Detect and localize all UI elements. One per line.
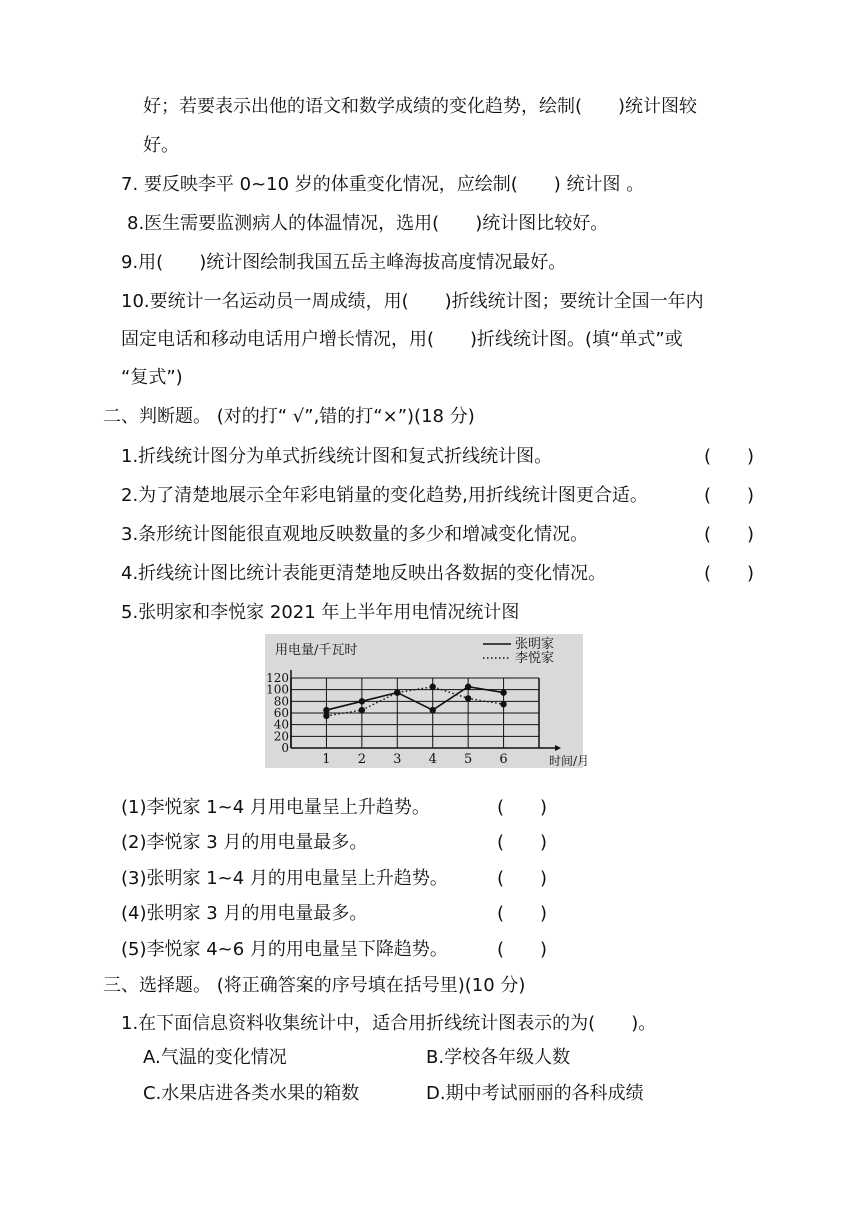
series-0-point-4 <box>465 684 471 690</box>
y-tick-label-3: 60 <box>273 706 289 720</box>
x-axis-arrow <box>555 745 561 751</box>
x-tick-label-3: 4 <box>428 752 437 767</box>
question-10-end: “复式”) <box>121 367 183 388</box>
answer-blank-sub3[interactable]: ( ) <box>497 868 548 889</box>
question-8: 8.医生需要监测病人的体温情况，选用( )统计图比较好。 <box>127 213 609 234</box>
y-tick-label-5: 100 <box>266 682 289 697</box>
judge-q5-sub5: (5)李悦家 4~6 月的用电量呈下降趋势。 <box>121 939 448 960</box>
legend-label-1: 李悦家 <box>515 651 555 666</box>
x-tick-label-0: 1 <box>322 752 331 767</box>
answer-blank-sub4[interactable]: ( ) <box>497 903 548 924</box>
x-tick-label-4: 5 <box>464 752 473 767</box>
option-a[interactable]: A.气温的变化情况 <box>143 1047 287 1068</box>
question-10: 10.要统计一名运动员一周成绩，用( )折线统计图；要统计全国一年内 <box>121 291 704 312</box>
section-3-heading: 三、选择题。 (将正确答案的序号填在括号里)(10 分) <box>103 975 526 996</box>
judge-q5-sub3: (3)张明家 1~4 月的用电量呈上升趋势。 <box>121 868 448 889</box>
choice-q1: 1.在下面信息资料收集统计中，适合用折线统计图表示的为( )。 <box>121 1013 657 1034</box>
series-1-point-3 <box>430 684 436 690</box>
y-tick-label-4: 80 <box>273 694 289 709</box>
series-1-point-0 <box>323 713 329 719</box>
series-0-point-0 <box>323 707 329 713</box>
series-1-point-2 <box>394 689 400 695</box>
x-tick-label-1: 2 <box>357 752 366 767</box>
series-0-point-5 <box>500 689 506 695</box>
y-tick-label-2: 40 <box>273 717 289 732</box>
section-2-heading: 二、判断题。 (对的打“ √”,错的打“×”)(18 分) <box>103 406 475 427</box>
series-0-point-1 <box>359 698 365 704</box>
answer-blank-sub5[interactable]: ( ) <box>497 939 548 960</box>
question-7: 7. 要反映李平 0~10 岁的体重变化情况，应绘制( ) 统计图 。 <box>121 174 645 195</box>
judge-q5-sub4: (4)张明家 3 月的用电量最多。 <box>121 903 368 924</box>
option-b[interactable]: B.学校各年级人数 <box>426 1047 571 1068</box>
judge-q1: 1.折线统计图分为单式折线统计图和复式折线统计图。 <box>121 446 553 467</box>
judge-q5: 5.张明家和李悦家 2021 年上半年用电情况统计图 <box>121 602 520 623</box>
question-9: 9.用( )统计图绘制我国五岳主峰海拔高度情况最好。 <box>121 252 567 273</box>
answer-blank-q1[interactable]: ( ) <box>704 446 755 467</box>
y-tick-label-6: 120 <box>266 671 289 685</box>
legend-label-0: 张明家 <box>515 637 555 652</box>
line-1: 好；若要表示出他的语文和数学成绩的变化趋势，绘制( )统计图较 <box>143 96 698 117</box>
option-d[interactable]: D.期中考试丽丽的各科成绩 <box>426 1083 644 1104</box>
answer-blank-sub2[interactable]: ( ) <box>497 832 548 853</box>
y-axis-title: 用电量/千瓦时 <box>275 643 358 658</box>
electricity-line-chart <box>265 634 590 768</box>
question-10-cont: 固定电话和移动电话用户增长情况，用( )折线统计图。(填“单式”或 <box>121 329 683 350</box>
answer-blank-q3[interactable]: ( ) <box>704 524 755 545</box>
answer-blank-q2[interactable]: ( ) <box>704 485 755 506</box>
x-tick-label-5: 6 <box>499 752 508 767</box>
judge-q5-sub2: (2)李悦家 3 月的用电量最多。 <box>121 832 368 853</box>
y-tick-label-1: 20 <box>273 729 289 744</box>
series-1-point-4 <box>465 695 471 701</box>
x-tick-label-2: 3 <box>393 752 402 767</box>
x-axis-title: 时间/月 <box>549 754 590 768</box>
judge-q5-sub1: (1)李悦家 1~4 月用电量呈上升趋势。 <box>121 797 430 818</box>
judge-q4: 4.折线统计图比统计表能更清楚地反映出各数据的变化情况。 <box>121 563 607 584</box>
line-2: 好。 <box>143 135 179 156</box>
series-0-point-3 <box>430 707 436 713</box>
option-c[interactable]: C.水果店进各类水果的箱数 <box>143 1083 360 1104</box>
series-1-point-5 <box>500 701 506 707</box>
answer-blank-q4[interactable]: ( ) <box>704 563 755 584</box>
answer-blank-sub1[interactable]: ( ) <box>497 797 548 818</box>
series-1-point-1 <box>359 707 365 713</box>
y-tick-label-0: 0 <box>281 741 289 755</box>
judge-q2: 2.为了清楚地展示全年彩电销量的变化趋势,用折线统计图更合适。 <box>121 485 648 506</box>
judge-q3: 3.条形统计图能很直观地反映数量的多少和增减变化情况。 <box>121 524 589 545</box>
